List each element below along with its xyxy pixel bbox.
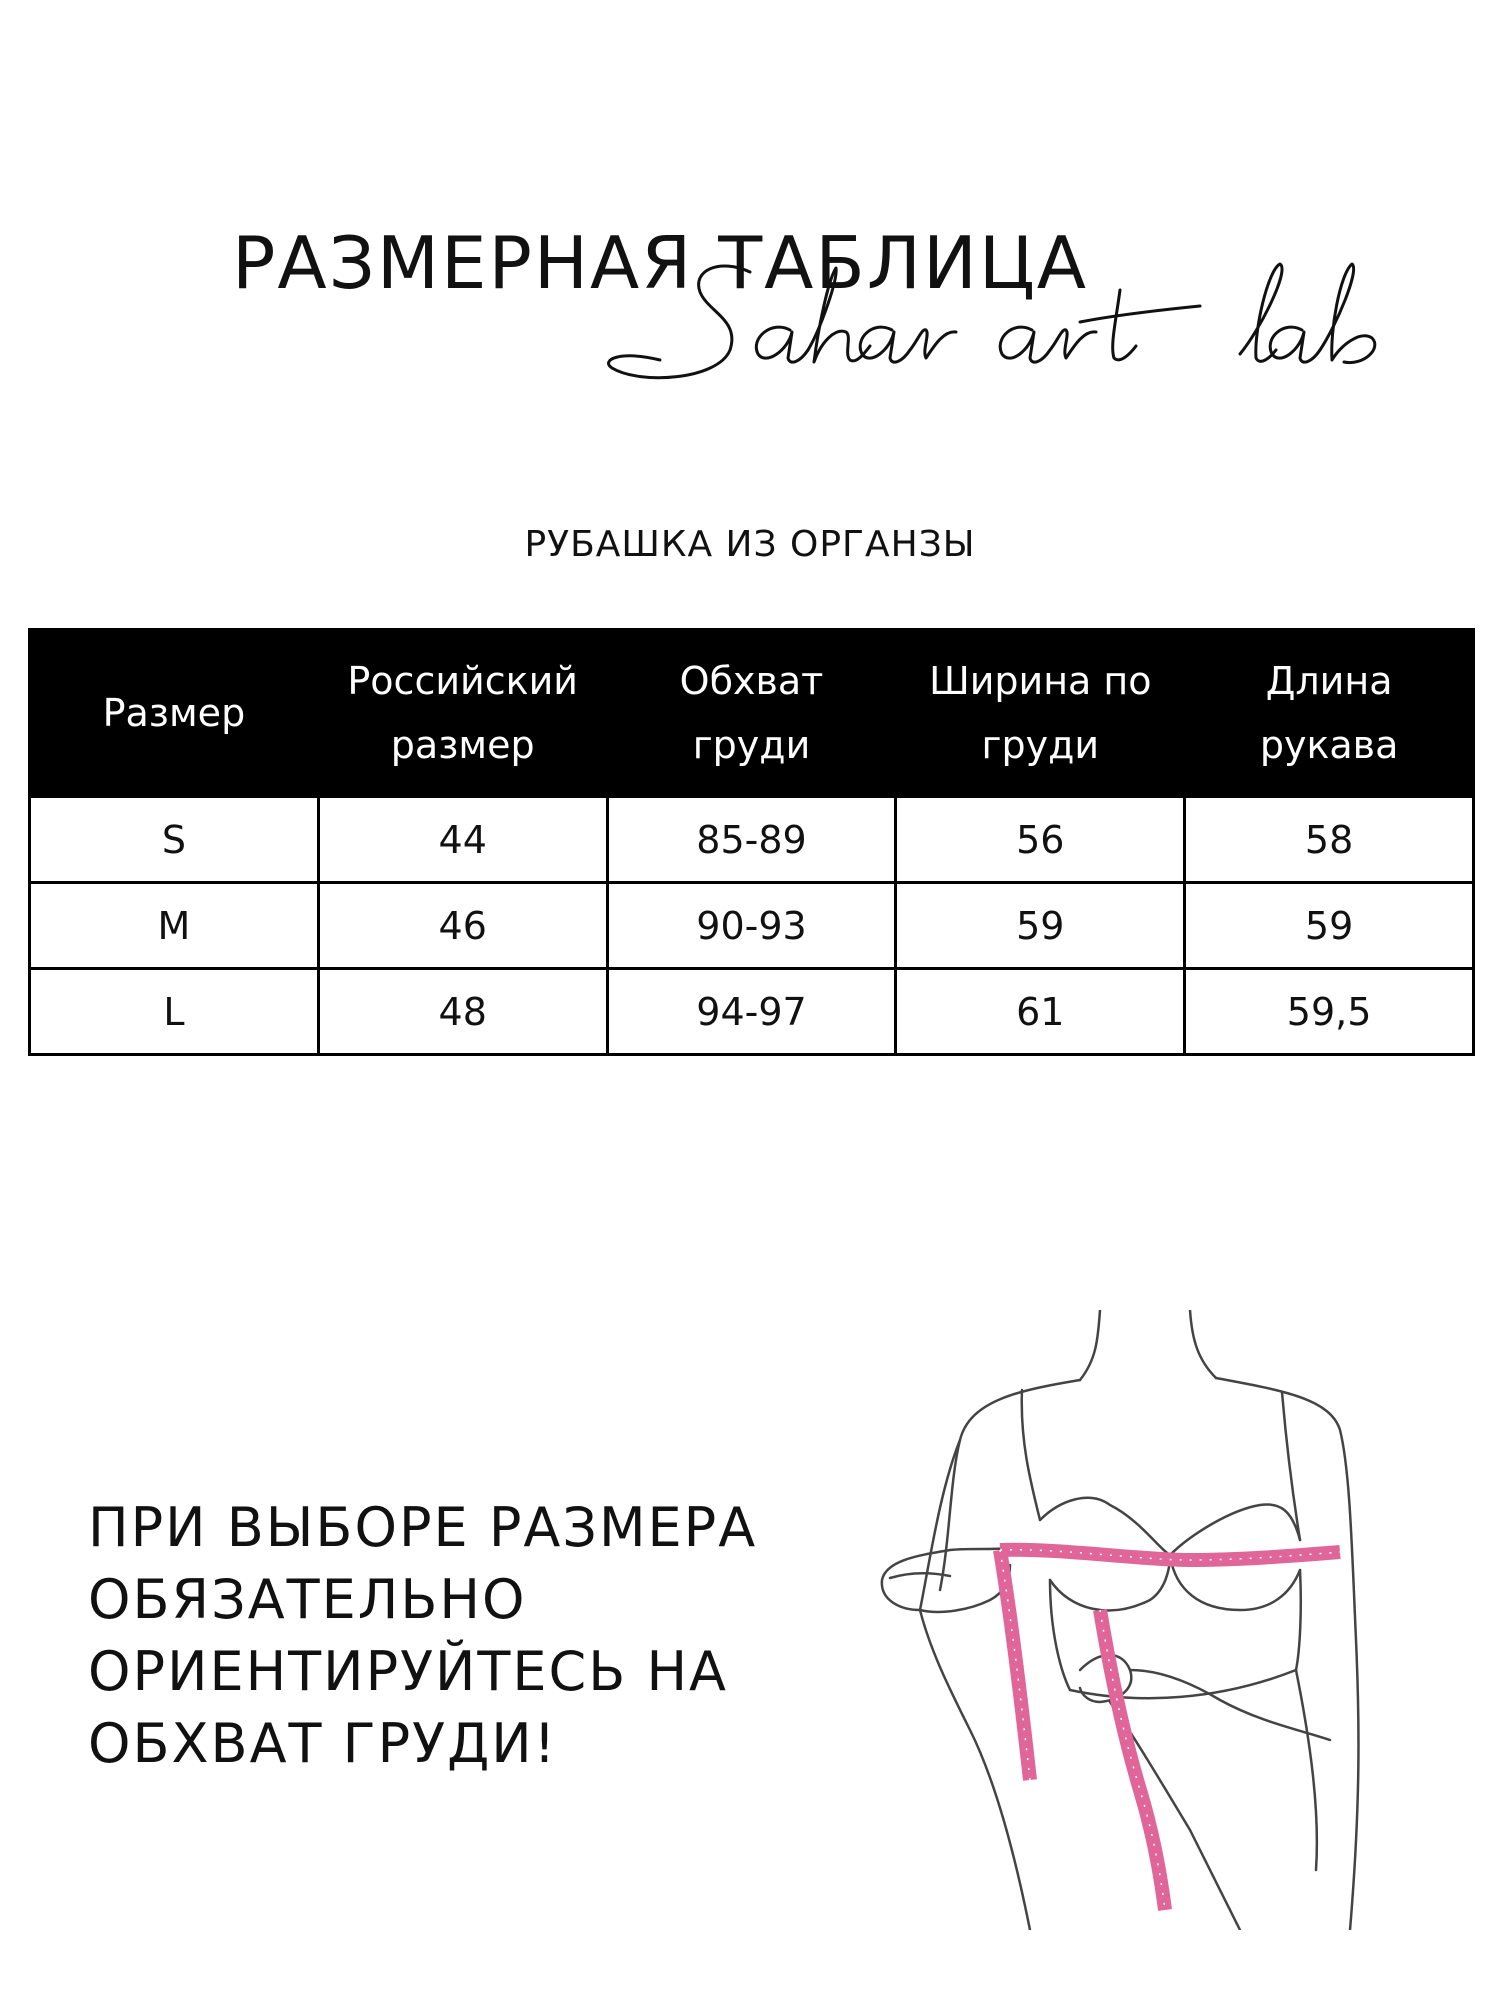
header-chest-width-line2: груди — [981, 723, 1100, 767]
cell-size: M — [30, 883, 319, 969]
note-line: ОБЯЗАТЕЛЬНО — [88, 1568, 527, 1631]
cell-chest-width: 61 — [896, 969, 1185, 1055]
cell-russian-size: 46 — [318, 883, 607, 969]
cell-size: L — [30, 969, 319, 1055]
cell-russian-size: 48 — [318, 969, 607, 1055]
header-size-line1: Размер — [102, 691, 246, 735]
table-header-row — [30, 630, 1474, 797]
table-row — [30, 797, 1474, 883]
cell-sleeve-length: 59 — [1185, 883, 1474, 969]
header-russian-size-line2: размер — [390, 723, 535, 767]
header-sleeve-length — [1185, 630, 1474, 797]
brand-logo — [600, 250, 1390, 400]
header-chest-width — [896, 630, 1185, 797]
header-chest-girth-line2: груди — [692, 723, 811, 767]
chest-measurement-illustration — [860, 1310, 1420, 1930]
cell-sleeve-length: 58 — [1185, 797, 1474, 883]
cell-chest-width: 59 — [896, 883, 1185, 969]
header-chest-girth — [607, 630, 896, 797]
header-chest-width-line1: Ширина по — [929, 659, 1152, 703]
cell-chest-girth: 85-89 — [607, 797, 896, 883]
page-title-text: РАЗМЕРНАЯ ТАБЛИЦА — [232, 221, 1088, 305]
header-sleeve-length-line2: рукава — [1259, 723, 1399, 767]
size-advice-note — [88, 1492, 868, 1780]
header-size — [30, 630, 319, 797]
cell-chest-girth: 94-97 — [607, 969, 896, 1055]
header-sleeve-length-line1: Длина — [1265, 659, 1393, 703]
header-russian-size-line1: Российский — [347, 659, 578, 703]
header-chest-girth-line1: Обхват — [679, 659, 824, 703]
cell-chest-width: 56 — [896, 797, 1185, 883]
cell-size: S — [30, 797, 319, 883]
note-line: ОРИЕНТИРУЙТЕСЬ НА — [88, 1640, 728, 1703]
product-name-text: РУБАШКА ИЗ ОРГАНЗЫ — [524, 524, 976, 565]
note-line: ПРИ ВЫБОРЕ РАЗМЕРА — [88, 1496, 758, 1559]
cell-sleeve-length: 59,5 — [1185, 969, 1474, 1055]
cell-chest-girth: 90-93 — [607, 883, 896, 969]
size-table — [28, 628, 1475, 1056]
header-russian-size — [318, 630, 607, 797]
cell-russian-size: 44 — [318, 797, 607, 883]
table-row — [30, 883, 1474, 969]
table-row — [30, 969, 1474, 1055]
note-line: ОБХВАТ ГРУДИ! — [88, 1712, 558, 1775]
product-name — [0, 520, 1500, 570]
